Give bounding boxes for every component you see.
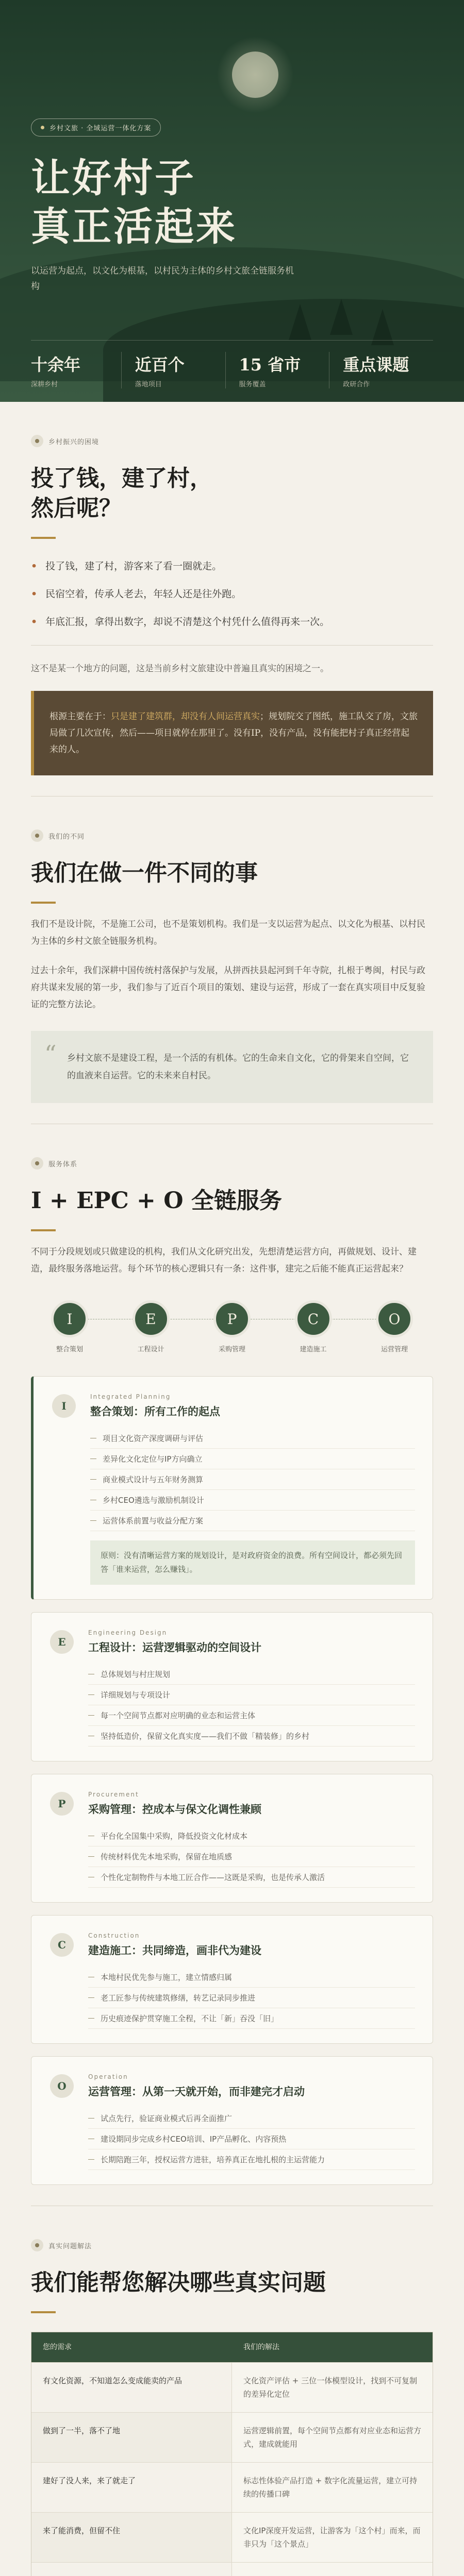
bullet-icon: • bbox=[31, 561, 38, 572]
problem-section bbox=[0, 402, 464, 796]
step-item bbox=[41, 1300, 98, 1353]
list-item bbox=[31, 558, 433, 574]
step-circle: O bbox=[376, 1300, 413, 1337]
card-list bbox=[88, 1967, 415, 2029]
table-cell-solution: 文化资产评估 + 三位一体模型设计，找到不可复制的差异化定位 bbox=[232, 2363, 433, 2412]
kicker-icon bbox=[31, 435, 43, 447]
table-cell-need: 有文化资源，不知道怎么变成能卖的产品 bbox=[31, 2363, 232, 2412]
service-card-integrated bbox=[31, 1376, 433, 1600]
kicker-text: 乡村振兴的困境 bbox=[48, 438, 100, 446]
card-title: 工程设计：运营逻辑驱动的空间设计 bbox=[88, 1641, 261, 1654]
hero-tag-text: 乡村文旅 · 全域运营一体化方案 bbox=[49, 125, 152, 132]
pain-list bbox=[31, 558, 433, 630]
accent-bar bbox=[31, 902, 56, 904]
table-cell-solution: 标志性体验产品打造 + 数字化流量运营，建立可持续的传播口碑 bbox=[232, 2463, 433, 2512]
list-item: 乡村CEO遴选与激励机制设计 bbox=[90, 1490, 415, 1511]
table-cell-solution: 文化IP深度开发运营，让游客为「这个村」而来，而非只为「这个景点」 bbox=[232, 2513, 433, 2562]
table-cell-need bbox=[31, 2563, 232, 2576]
accent-bar bbox=[31, 2311, 56, 2313]
stat-item bbox=[31, 352, 121, 388]
quote-text: 根源主要在于： bbox=[49, 711, 111, 722]
list-item: 本地村民优先参与施工，建立情感归属 bbox=[88, 1967, 415, 1988]
stat-label: 深耕乡村 bbox=[31, 381, 58, 388]
card-badge: E bbox=[50, 1630, 74, 1654]
section-title: 我们能帮您解决哪些真实问题 bbox=[31, 2269, 326, 2296]
bullet-icon: • bbox=[31, 616, 38, 628]
tree-shape bbox=[330, 299, 353, 335]
hero-subtitle: 以运营为起点，以文化为根基，以村民为主体的乡村文旅全链服务机构 bbox=[31, 266, 294, 292]
card-title: 建造施工：共同缔造，画非代为建设 bbox=[88, 1944, 261, 1957]
service-card-operation bbox=[31, 2056, 433, 2185]
table-row bbox=[31, 2412, 433, 2462]
table-cell-solution: 运营逻辑前置，每个空间节点都有对应业态和运营方式，建成就能用 bbox=[232, 2413, 433, 2462]
table-cell-need: 建好了没人来，来了就走了 bbox=[31, 2463, 232, 2512]
list-item: 商业模式设计与五年财务测算 bbox=[90, 1469, 415, 1490]
list-item: 历史痕迹保护贯穿施工全程，不让「新」吞没「旧」 bbox=[88, 2008, 415, 2029]
card-note: 原则：没有清晰运营方案的规划设计，是对政府资金的浪费。所有空间设计，都必须先回答「谁来运营，怎么赚钱」。 bbox=[90, 1540, 415, 1585]
step-caption: 工程设计 bbox=[137, 1346, 164, 1353]
root-cause-quote bbox=[31, 691, 433, 775]
step-item bbox=[285, 1300, 342, 1353]
step-circle: C bbox=[295, 1300, 332, 1337]
tag-dot-icon bbox=[41, 126, 44, 129]
quote-text: 乡村文旅不是建设工程，是一个活的有机体。它的生命来自文化，它的骨架来自空间，它的血液来自运营。它的未来来自村民。 bbox=[67, 1053, 409, 1081]
kicker-icon bbox=[31, 1157, 43, 1170]
kicker-text: 我们的不同 bbox=[48, 833, 85, 841]
card-list bbox=[90, 1428, 415, 1531]
list-item: 项目文化资产深度调研与评估 bbox=[90, 1428, 415, 1449]
card-en-label: Integrated Planning bbox=[90, 1393, 171, 1400]
section-title: 我们在做一件不同的事 bbox=[31, 860, 258, 886]
list-item: 试点先行，验证商业模式后再全面推广 bbox=[88, 2108, 415, 2129]
service-card-procurement bbox=[31, 1774, 433, 1903]
paragraph: 过去十余年，我们深耕中国传统村落保护与发展，从拼西扶县起河到千年寺院，扎根于粤闽，村民与政府共谋来发展的第一步，我们参与了近百个项目的策划、建设与运营，形成了一套在真实项目中反复验证的完整方法论。 bbox=[31, 965, 425, 1010]
list-item-text: 投了钱，建了村，游客来了看一圈就走。 bbox=[45, 561, 222, 572]
list-item: 老工匠参与传统建筑修缮，转艺记录同步推进 bbox=[88, 1988, 415, 2008]
stat-label: 服务覆盖 bbox=[239, 381, 266, 388]
quote-mark-icon: “ bbox=[44, 1040, 57, 1068]
accent-bar bbox=[31, 1229, 56, 1231]
list-item: 总体规划与村庄规划 bbox=[88, 1664, 415, 1685]
stat-item bbox=[121, 352, 225, 388]
accent-bar bbox=[31, 537, 56, 539]
list-item: 建设期同步完成乡村CEO培训、IP产品孵化、内容预热 bbox=[88, 2129, 415, 2149]
quote-text: ；规划院交了图纸，施工队交了房，文旅局做了几次宣传，然后——项目就停在那里了。没有IP，没有产品，没有能把村子真正经营起来的人。 bbox=[49, 711, 418, 755]
stat-number: 十余年 bbox=[31, 355, 81, 375]
step-item bbox=[123, 1300, 179, 1353]
list-item: 传统材料优先本地采购，保留在地质感 bbox=[88, 1846, 415, 1867]
list-item: 坚持低造价，保留文化真实度——我们不做「精装修」的乡村 bbox=[88, 1726, 415, 1747]
solutions-table bbox=[31, 2332, 433, 2576]
step-item bbox=[366, 1300, 423, 1353]
kicker-text: 真实问题解法 bbox=[48, 2242, 92, 2250]
card-en-label: Construction bbox=[88, 1932, 140, 1939]
list-item bbox=[31, 586, 433, 602]
section-kicker bbox=[31, 1157, 433, 1170]
stat-item bbox=[225, 352, 329, 388]
stat-label: 落地项目 bbox=[135, 381, 162, 388]
list-item: 详细规划与专项设计 bbox=[88, 1685, 415, 1705]
paragraph: 不同于分段规划或只做建设的机构，我们从文化研究出发，先想清楚运营方向，再做规划、设计、建造，最终服务落地运营。每个环节的核心逻辑只有一条：这件事，建完之后能不能真正运营起来？ bbox=[31, 1247, 417, 1274]
section-kicker bbox=[31, 435, 433, 447]
table-row bbox=[31, 2562, 433, 2576]
card-en-label: Engineering Design bbox=[88, 1629, 168, 1636]
step-caption: 建造施工 bbox=[300, 1346, 327, 1353]
step-circle: I bbox=[51, 1300, 88, 1337]
step-caption: 整合策划 bbox=[56, 1346, 83, 1353]
card-title: 运营管理：从第一天就开始，而非建完才启动 bbox=[88, 2085, 305, 2098]
card-list bbox=[88, 1664, 415, 1747]
table-cell-need: 做到了一半，落不了地 bbox=[31, 2413, 232, 2462]
hero-moon bbox=[232, 52, 278, 98]
section-kicker bbox=[31, 829, 433, 842]
step-item bbox=[204, 1300, 260, 1353]
list-item-text: 年底汇报，拿得出数字，却说不清楚这个村凭什么值得再来一次。 bbox=[45, 616, 330, 628]
card-title: 整合策划：所有工作的起点 bbox=[90, 1405, 220, 1418]
stat-item bbox=[329, 352, 433, 388]
table-cell-solution bbox=[232, 2563, 433, 2576]
list-item: 差异化文化定位与IP方向确立 bbox=[90, 1449, 415, 1469]
section-kicker bbox=[31, 2239, 433, 2251]
stat-number: 15 省市 bbox=[239, 355, 301, 375]
philosophy-quote bbox=[31, 1031, 433, 1103]
card-title: 采购管理：控成本与保文化调性兼顾 bbox=[88, 1803, 261, 1816]
hero-title bbox=[31, 154, 433, 251]
list-item: 长期陪跑三年，授权运营方进驻，培养真正在地扎根的主运营能力 bbox=[88, 2149, 415, 2170]
hero-tagline bbox=[31, 118, 161, 137]
section-title bbox=[31, 464, 433, 523]
service-card-construction bbox=[31, 1915, 433, 2044]
stat-label: 政研合作 bbox=[343, 381, 370, 388]
tree-shape bbox=[289, 304, 311, 340]
list-item: 平台化全国集中采购，降低投资文化材成本 bbox=[88, 1826, 415, 1846]
card-badge: P bbox=[50, 1792, 74, 1816]
stat-number: 近百个 bbox=[135, 355, 185, 375]
title-line: 然后呢？ bbox=[31, 495, 122, 521]
bullet-icon: • bbox=[31, 588, 38, 600]
column-header: 我们的解法 bbox=[232, 2332, 433, 2362]
list-item: 个性化定制物件与本地工匠合作——这既是采购，也是传承人激活 bbox=[88, 1867, 415, 1888]
card-list bbox=[88, 1826, 415, 1888]
difference-section bbox=[0, 796, 464, 1124]
hero-title-line1: 让好村子 bbox=[31, 155, 196, 201]
step-caption: 采购管理 bbox=[218, 1346, 245, 1353]
table-row bbox=[31, 2362, 433, 2412]
section-title: I + EPC + O 全链服务 bbox=[31, 1188, 282, 1214]
hero-title-line2: 真正活起来 bbox=[31, 204, 237, 249]
step-circle: E bbox=[132, 1300, 170, 1337]
card-en-label: Operation bbox=[88, 2073, 128, 2080]
quote-highlight: 只是建了建筑群，却没有人间运营真实 bbox=[111, 711, 260, 722]
list-item: 每一个空间节点都对应明确的业态和运营主体 bbox=[88, 1705, 415, 1726]
list-item: 运营体系前置与收益分配方案 bbox=[90, 1511, 415, 1531]
service-steps bbox=[31, 1300, 433, 1353]
kicker-text: 服务体系 bbox=[48, 1160, 78, 1168]
card-en-label: Procurement bbox=[88, 1791, 139, 1798]
stat-number: 重点课题 bbox=[343, 355, 409, 375]
service-section bbox=[0, 1124, 464, 2206]
solutions-section bbox=[0, 2206, 464, 2576]
card-badge: C bbox=[50, 1933, 74, 1957]
card-list bbox=[88, 2108, 415, 2170]
list-item bbox=[31, 614, 433, 630]
hero-banner bbox=[0, 0, 464, 402]
list-item-text: 民宿空着，传承人老去，年轻人还是往外跑。 bbox=[45, 588, 242, 600]
service-card-engineering bbox=[31, 1612, 433, 1761]
step-circle: P bbox=[213, 1300, 251, 1337]
paragraph: 我们不是设计院，不是施工公司，也不是策划机构。我们是一支以运营为起点、以文化为根基、以村民为主体的乡村文旅全链服务机构。 bbox=[31, 919, 425, 946]
divider bbox=[31, 645, 433, 646]
kicker-icon bbox=[31, 829, 43, 842]
step-caption: 运营管理 bbox=[380, 1346, 408, 1353]
table-header bbox=[31, 2332, 433, 2362]
card-badge: O bbox=[50, 2074, 74, 2098]
table-cell-need: 来了能消费，但留不住 bbox=[31, 2513, 232, 2562]
title-line: 投了钱，建了村， bbox=[31, 465, 212, 492]
table-row bbox=[31, 2512, 433, 2562]
hero-stats bbox=[31, 340, 433, 388]
section-note: 这不是某一个地方的问题，这是当前乡村文旅建设中普遍且真实的困境之一。 bbox=[31, 664, 329, 674]
kicker-icon bbox=[31, 2239, 43, 2251]
card-badge: I bbox=[52, 1394, 76, 1418]
table-row bbox=[31, 2462, 433, 2512]
column-header: 您的需求 bbox=[31, 2332, 232, 2362]
